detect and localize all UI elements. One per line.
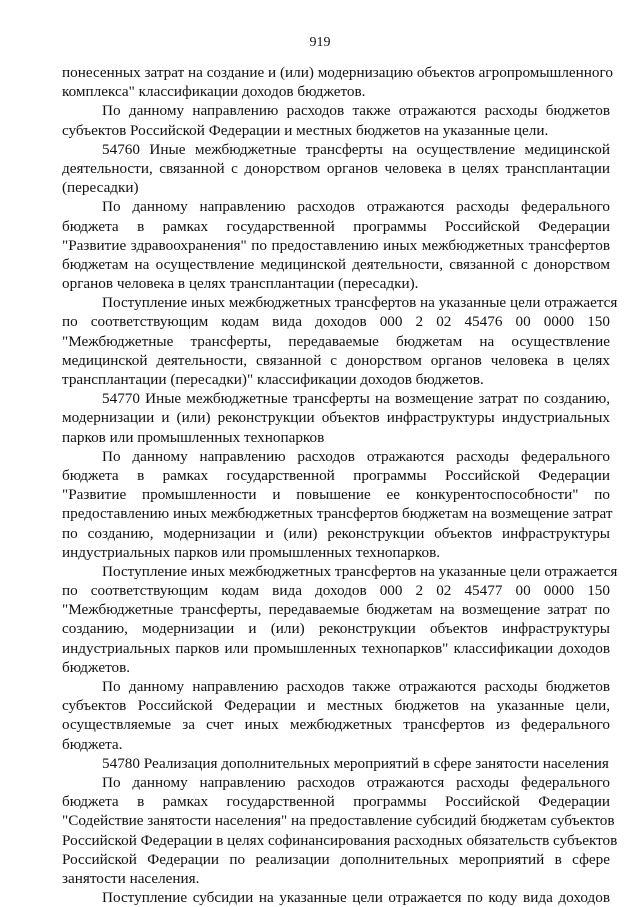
paragraph — [62, 63, 613, 101]
text-line: парков или промышленных технопарков — [62, 428, 325, 446]
text-line: 54770 Иные межбюджетные трансферты на возмещение затрат по созданию, — [102, 390, 610, 408]
paragraph — [62, 140, 610, 198]
text-line: 54780 Реализация дополнительных мероприятий в сфере занятости населения — [102, 754, 609, 772]
text-line: деятельности, связанной с донорством органов человека в целях трансплантации — [62, 159, 610, 177]
text-line: По данному направлению расходов также отражаются расходы бюджетов — [102, 678, 610, 695]
text-line: 54760 Иные межбюджетные трансферты на осуществление медицинской — [102, 140, 610, 158]
text-line: созданию, модернизации и (или) реконструкции объектов инфраструктуры — [62, 620, 610, 638]
text-line: индустриальных парков или промышленных технопарков. — [62, 543, 441, 561]
text-line: Поступление иных межбюджетных трансфертов на указанные цели отражается — [102, 562, 618, 580]
text-line: "Развитие здравоохранения" по предоставлению иных межбюджетных трансфертов — [62, 236, 610, 254]
text-line: осуществляемые за счет иных межбюджетных трансфертов из федерального — [62, 716, 610, 734]
text-line: субъектов Российской Федерации и местных бюджетов на указанные цели, — [62, 697, 610, 715]
text-line: бюджетам на осуществление медицинской деятельности, связанной с донорством — [62, 255, 610, 273]
text-line: трансплантации (пересадки)" классификации доходов бюджетов. — [62, 371, 484, 388]
paragraph — [62, 101, 610, 139]
text-line: понесенных затрат на создание и (или) модернизацию объектов агропромышленного — [62, 64, 613, 81]
text-line: медицинской деятельности, связанной с донорством органов человека в целях — [62, 351, 610, 369]
text-line: индустриальных парков или промышленных технопарков" классификации доходов — [62, 639, 610, 657]
text-line: По данному направлению расходов отражаются расходы федерального — [102, 198, 610, 216]
text-line: по созданию, модернизации и (или) реконструкции объектов инфраструктуры — [62, 524, 610, 542]
text-line: органов человека в целях трансплантации (пересадки). — [62, 275, 419, 293]
text-line: по соответствующим кодам вида доходов 000 2 02 45477 00 0000 150 — [62, 582, 610, 600]
text-line: субъектов Российской Федерации и местных бюджетов на указанные цели. — [62, 121, 549, 139]
paragraph — [62, 447, 613, 562]
paragraph — [62, 293, 618, 389]
paragraph — [62, 562, 618, 677]
text-line: модернизации и (или) реконструкции объектов инфраструктуры индустриальных — [62, 409, 610, 427]
paragraph — [62, 888, 610, 907]
paragraph — [62, 677, 610, 754]
text-line: бюджета. — [62, 735, 123, 753]
text-line: (пересадки) — [62, 179, 139, 197]
text-line: Поступление субсидии на указанные цели отражается по коду вида доходов — [102, 889, 610, 907]
text-line: бюджета в рамках государственной программы Российской Федерации — [62, 217, 610, 235]
text-line: Российской Федерации в целях софинансирования расходных обязательств субъектов — [62, 831, 618, 849]
text-line: По данному направлению расходов отражаются расходы федерального — [102, 447, 610, 465]
paragraph — [62, 754, 610, 773]
page-number: 919 — [309, 35, 331, 50]
text-line: предоставлению иных межбюджетных трансфертов бюджетам на возмещение затрат — [62, 505, 613, 523]
text-line: По данному направлению расходов также отражаются расходы бюджетов — [102, 102, 610, 120]
text-line: бюджета в рамках государственной программы Российской Федерации — [62, 793, 610, 811]
text-line: "Содействие занятости населения" на предоставление субсидий бюджетам субъектов — [62, 812, 615, 830]
text-line: бюджета в рамках государственной программы Российской Федерации — [62, 466, 610, 484]
text-line: По данному направлению расходов отражаются расходы федерального — [102, 773, 610, 791]
text-line: Российской Федерации по реализации дополнительных мероприятий в сфере — [62, 850, 610, 868]
text-line: "Развитие промышленности и повышение ее конкурентоспособности" по — [62, 486, 610, 504]
text-line: Поступление иных межбюджетных трансфертов на указанные цели отражается — [102, 294, 618, 312]
paragraph — [62, 389, 610, 447]
text-line: занятости населения. — [62, 869, 200, 887]
paragraph — [62, 773, 618, 888]
document-body — [62, 63, 618, 907]
paragraph — [62, 197, 610, 293]
text-line: "Межбюджетные трансферты, передаваемые бюджетам на возмещение затрат по — [62, 601, 610, 619]
text-line: "Межбюджетные трансферты, передаваемые бюджетам на осуществление — [62, 332, 610, 350]
text-line: бюджетов. — [62, 658, 131, 676]
text-line: комплекса" классификации доходов бюджетов. — [62, 83, 366, 101]
text-line: по соответствующим кодам вида доходов 000 2 02 45476 00 0000 150 — [62, 313, 610, 331]
